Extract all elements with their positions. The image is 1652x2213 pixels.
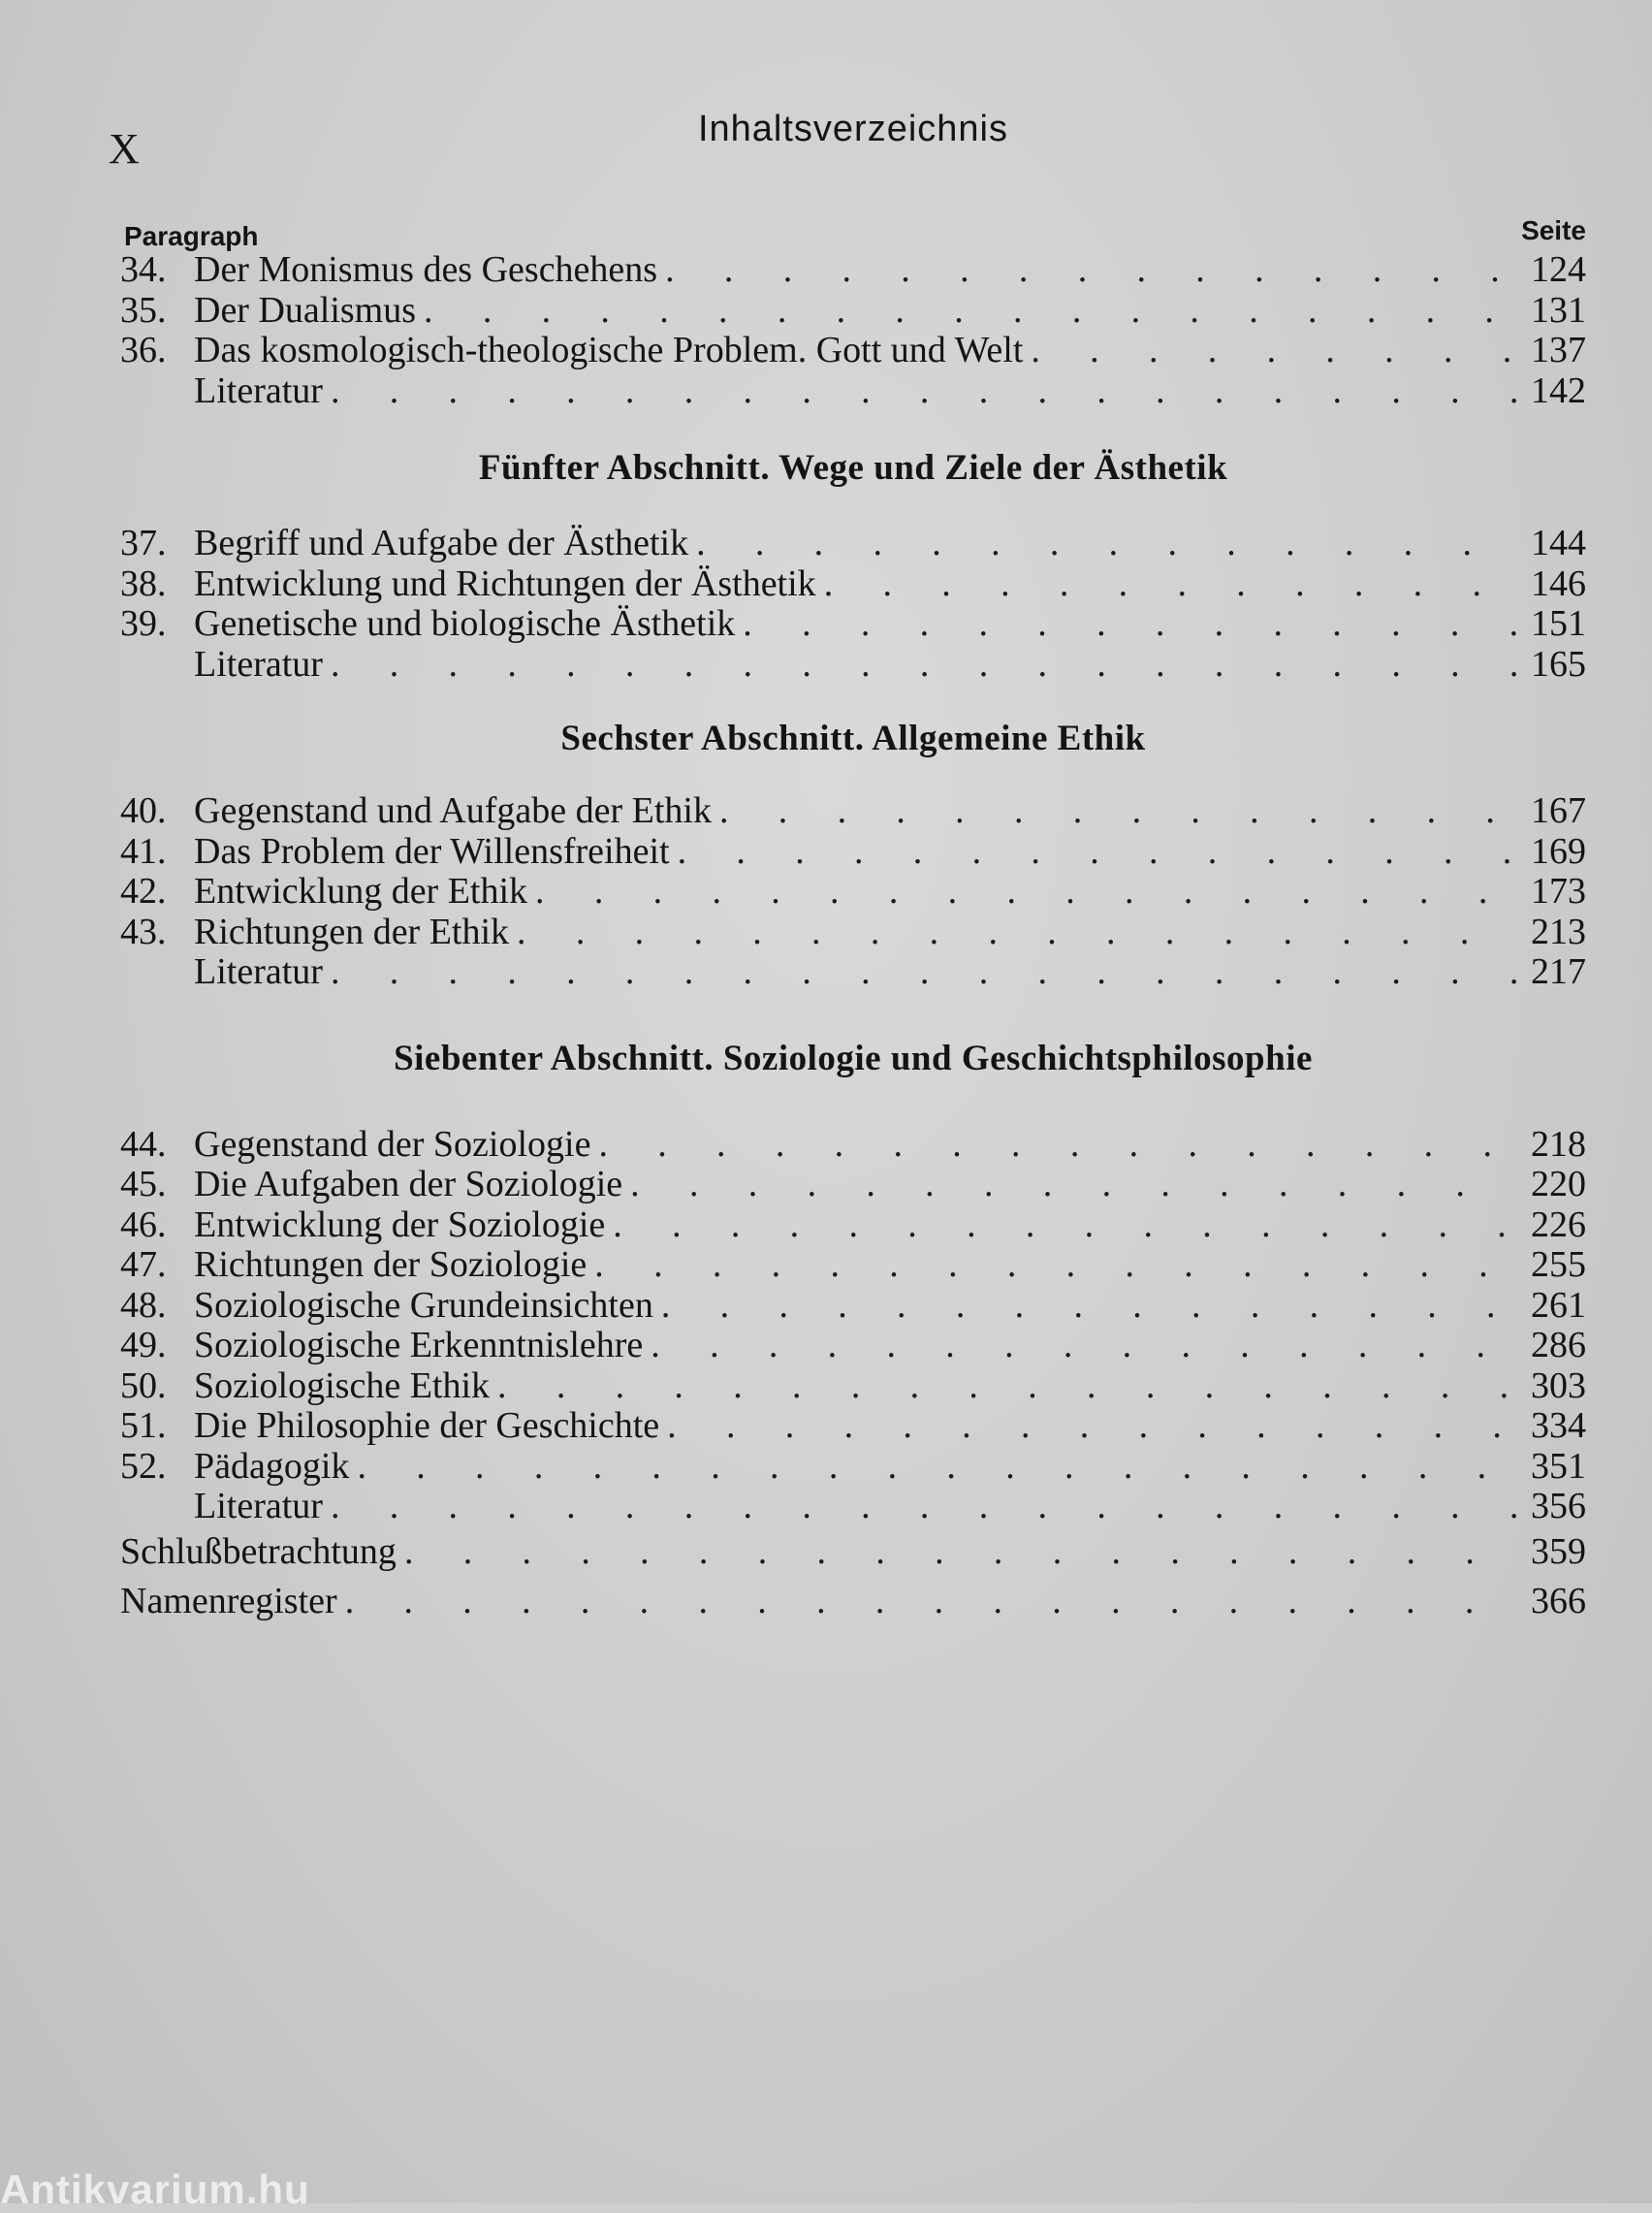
entry-page: 146 [1531, 562, 1586, 604]
toc-entry [120, 524, 1586, 564]
toc-entry [120, 604, 1586, 645]
entry-title: Soziologische Grundeinsichten [194, 1284, 653, 1326]
entry-page: 286 [1531, 1325, 1586, 1365]
entry-title: Entwicklung und Richtungen der Ästhetik [194, 562, 816, 604]
entry-page: 303 [1531, 1364, 1586, 1406]
entry-number: 40. [120, 790, 167, 831]
toc-entry-literatur [120, 952, 1586, 993]
entry-number: 41. [120, 830, 167, 872]
dot-leader [535, 872, 1516, 913]
section-heading: Fünfter Abschnitt. Wege und Ziele der Ästhetik [478, 447, 1228, 488]
column-label-seite: Seite [1521, 215, 1586, 245]
toc-entry [120, 564, 1586, 605]
table-of-contents [120, 250, 1586, 1626]
toc-entry [120, 872, 1586, 913]
entry-page: 124 [1531, 249, 1586, 290]
entry-page: 334 [1531, 1405, 1586, 1446]
toc-entry [120, 1447, 1586, 1488]
dot-leader [331, 1487, 1516, 1527]
toc-entry [120, 1286, 1586, 1327]
dot-leader [743, 604, 1516, 645]
entry-title: Literatur [194, 951, 323, 992]
entry-title: Die Aufgaben der Soziologie [194, 1164, 623, 1204]
entry-title: Literatur [194, 1486, 323, 1526]
entry-page: 261 [1531, 1284, 1586, 1326]
entry-page: 356 [1531, 1486, 1586, 1526]
toc-entry-closing [120, 1577, 1586, 1626]
toc-entry [120, 250, 1586, 291]
toc-entry-literatur [120, 1487, 1586, 1527]
dot-leader [824, 564, 1516, 605]
dot-leader [630, 1165, 1516, 1205]
entry-title: Das kosmologisch-theologische Problem. Gott und Welt [194, 330, 1024, 370]
entry-number: 42. [120, 871, 167, 912]
entry-page: 131 [1531, 289, 1586, 331]
toc-entry [120, 1205, 1586, 1246]
toc-entry [120, 1245, 1586, 1286]
dot-leader [404, 1527, 1516, 1577]
entry-page: 217 [1531, 951, 1586, 992]
entry-page: 151 [1531, 603, 1586, 644]
entry-page: 137 [1531, 330, 1586, 370]
entry-page: 213 [1531, 911, 1586, 952]
dot-leader [651, 1326, 1516, 1366]
dot-leader [424, 291, 1516, 332]
toc-entry [120, 1406, 1586, 1447]
toc-entry [120, 1366, 1586, 1407]
entry-title: Gegenstand und Aufgabe der Ethik [194, 790, 712, 831]
entry-title: Gegenstand der Soziologie [194, 1123, 591, 1165]
entry-number: 47. [120, 1244, 167, 1285]
entry-title: Die Philosophie der Geschichte [194, 1405, 660, 1446]
section-heading: Sechster Abschnitt. Allgemeine Ethik [560, 718, 1146, 758]
dot-leader [667, 1406, 1516, 1447]
dot-leader [1031, 331, 1516, 371]
toc-entry-literatur [120, 645, 1586, 686]
toc-entry [120, 1326, 1586, 1366]
dot-leader [678, 832, 1516, 873]
entry-number: 48. [120, 1284, 167, 1326]
entry-title: Literatur [194, 369, 323, 411]
entry-title: Richtungen der Soziologie [194, 1244, 588, 1285]
entry-page: 218 [1531, 1123, 1586, 1165]
entry-page: 220 [1531, 1164, 1586, 1204]
dot-leader [331, 952, 1516, 993]
entry-page: 359 [1531, 1530, 1586, 1572]
toc-entry [120, 791, 1586, 832]
section-heading: Siebenter Abschnitt. Soziologie und Geschichtsphilosophie [394, 1039, 1313, 1078]
entry-number: 43. [120, 911, 167, 952]
entry-page: 366 [1531, 1580, 1586, 1621]
entry-number: 38. [120, 562, 167, 604]
entry-number: 45. [120, 1164, 167, 1204]
entry-page: 226 [1531, 1203, 1586, 1245]
entry-page: 173 [1531, 871, 1586, 912]
page-number: X [109, 125, 142, 173]
column-label-paragraph: Paragraph [124, 221, 259, 251]
dot-leader [665, 250, 1516, 291]
dot-leader [661, 1286, 1516, 1327]
dot-leader [517, 913, 1516, 953]
dot-leader [719, 791, 1516, 832]
entry-number: 37. [120, 523, 167, 563]
entry-number: 50. [120, 1364, 167, 1406]
toc-entry [120, 832, 1586, 873]
toc-entry [120, 1125, 1586, 1166]
toc-entry [120, 913, 1586, 953]
entry-title: Pädagogik [194, 1445, 350, 1487]
entry-title: Soziologische Ethik [194, 1364, 491, 1406]
entry-title: Der Dualismus [194, 289, 417, 331]
dot-leader [331, 645, 1516, 686]
dot-leader [696, 524, 1516, 564]
entry-number: 44. [120, 1123, 167, 1165]
toc-entry-literatur [120, 371, 1586, 412]
entry-title: Entwicklung der Soziologie [194, 1203, 606, 1245]
dot-leader [331, 371, 1516, 412]
entry-page: 165 [1531, 643, 1586, 685]
entry-page: 255 [1531, 1244, 1586, 1285]
entry-number: 36. [120, 330, 167, 370]
entry-number: 49. [120, 1325, 167, 1365]
toc-entry [120, 331, 1586, 371]
entry-title: Namenregister [120, 1580, 337, 1621]
watermark: Antikvarium.hu [0, 2166, 310, 2212]
dot-leader [357, 1447, 1516, 1488]
entry-number: 46. [120, 1203, 167, 1245]
dot-leader [345, 1577, 1516, 1626]
entry-number: 51. [120, 1405, 167, 1446]
toc-entry [120, 1165, 1586, 1205]
entry-page: 142 [1531, 369, 1586, 411]
entry-title: Entwicklung der Ethik [194, 871, 528, 912]
entry-title: Das Problem der Willensfreiheit [194, 830, 670, 872]
entry-title: Literatur [194, 643, 323, 685]
entry-number: 52. [120, 1445, 167, 1487]
dot-leader [497, 1366, 1516, 1407]
dot-leader [594, 1245, 1516, 1286]
dot-leader [613, 1205, 1516, 1246]
toc-entry [120, 291, 1586, 332]
entry-page: 144 [1531, 523, 1586, 563]
entry-number: 39. [120, 603, 167, 644]
dot-leader [598, 1125, 1516, 1166]
entry-number: 34. [120, 249, 167, 290]
entry-title: Richtungen der Ethik [194, 911, 510, 952]
entry-title: Begriff und Aufgabe der Ästhetik [194, 523, 689, 563]
entry-title: Der Monismus des Geschehens [194, 249, 658, 290]
entry-number: 35. [120, 289, 167, 331]
running-header: Inhaltsverzeichnis [697, 109, 1009, 149]
entry-title: Soziologische Erkenntnislehre [194, 1325, 644, 1365]
entry-title: Schlußbetrachtung [120, 1530, 397, 1572]
entry-page: 167 [1531, 790, 1586, 831]
entry-page: 351 [1531, 1445, 1586, 1487]
entry-page: 169 [1531, 830, 1586, 872]
toc-entry-closing [120, 1527, 1586, 1577]
entry-title: Genetische und biologische Ästhetik [194, 603, 736, 644]
